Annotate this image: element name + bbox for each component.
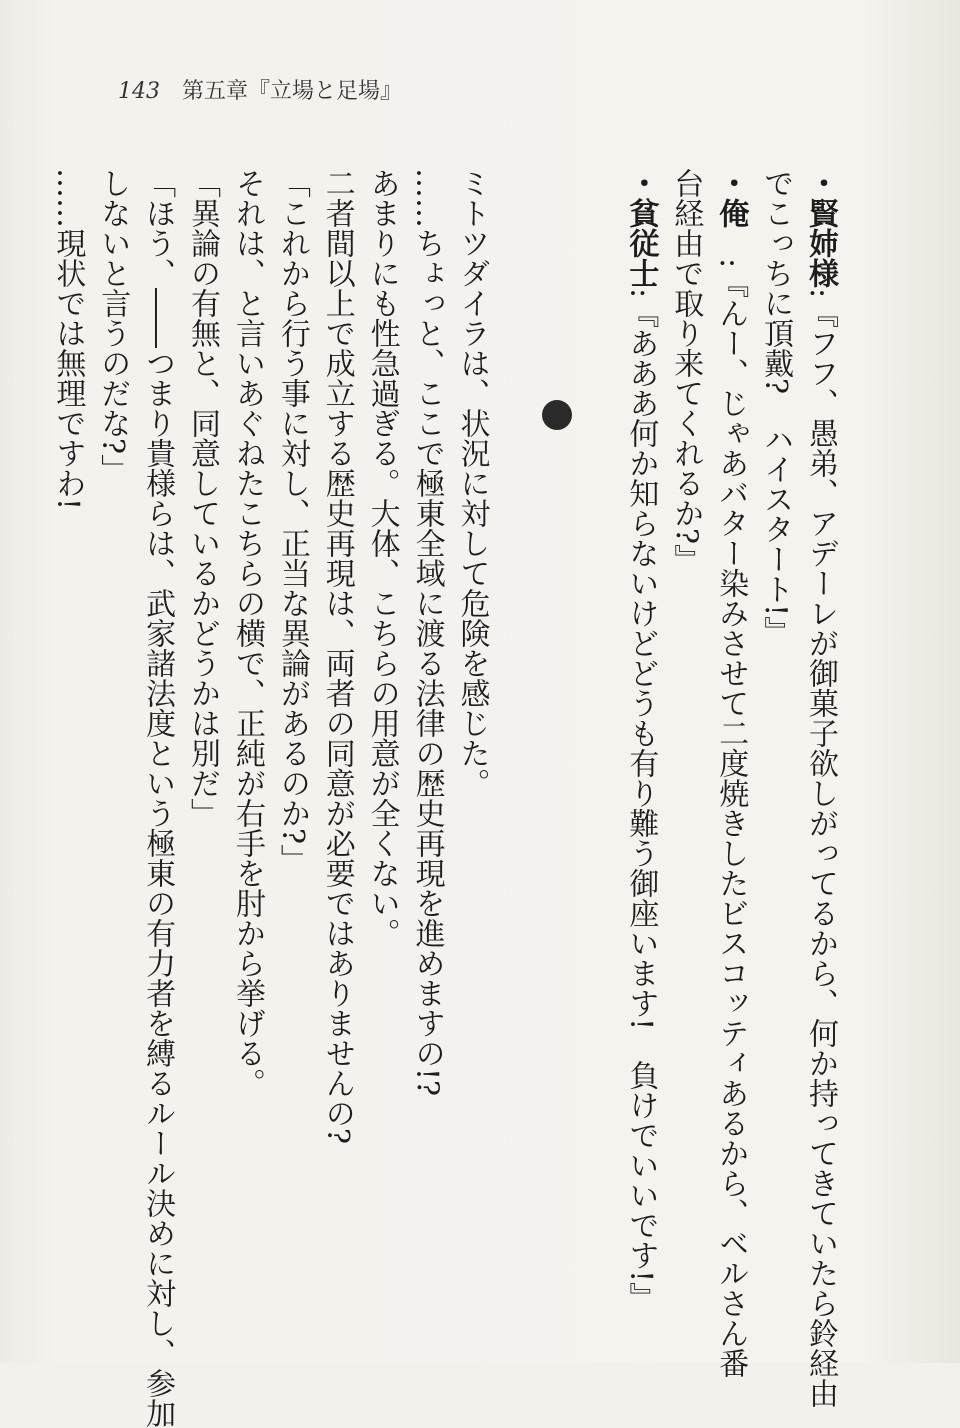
narrative-line: ……現状では無理ですわ! bbox=[50, 168, 86, 511]
chapter-title: 第五章『立場と足場』 bbox=[182, 79, 403, 104]
narrative-line: ミトツダイラは、状況に対して危険を感じた。 bbox=[454, 168, 490, 798]
dialogue-line: 「異論の有無と、同意しているかどうかは別だ」 bbox=[185, 168, 221, 828]
chat-line-2 bbox=[707, 168, 752, 1379]
speaker-name: ・貧従士 bbox=[623, 168, 659, 288]
narrative-line: ……ちょっと、ここで極東全域に渡る法律の歴史再現を進めますの!? bbox=[409, 168, 445, 1097]
dialogue-line-cont: しないと言うのだな?」 bbox=[95, 168, 131, 485]
blank-column bbox=[577, 168, 617, 1280]
chat-text: でこっちに頂戴? ハイスタート!』 bbox=[758, 168, 794, 647]
running-header bbox=[118, 74, 402, 105]
speaker-name: ・俺 bbox=[713, 168, 749, 228]
dialogue-line: 「ほう、――つまり貴様らは、武家諸法度という極東の有力者を縛るルール決めに対し、参加 bbox=[140, 168, 176, 1428]
vertical-text-body bbox=[44, 168, 842, 1428]
chat-line-2-cont bbox=[662, 168, 707, 1280]
chat-text: :『あああ何か知らないけどどうも有り難う御座います! 負けでいいです!』 bbox=[623, 288, 659, 1313]
chat-line-1-cont bbox=[752, 168, 797, 1280]
chat-line-3 bbox=[617, 168, 662, 1313]
narrative-line: それは、と言いあぐねたこちらの横で、正純が右手を肘から挙げる。 bbox=[229, 168, 265, 1098]
scene-break-dot-icon bbox=[542, 400, 572, 430]
speaker-name: ・賢姉様 bbox=[803, 168, 838, 288]
narrative-line: 二者間以上で成立する歴史再現は、両者の同意が必要ではありませんの? bbox=[319, 168, 355, 1145]
chat-text: :『んー、じゃあバター染みさせて二度焼きしたビスコッティあるから、ベルさん番 bbox=[713, 228, 749, 1379]
scene-break bbox=[533, 168, 577, 1280]
chat-text: 台経由で取り来てくれるか?』 bbox=[668, 168, 704, 575]
narrative-line: あまりにも性急過ぎる。大体、こちらの用意が全くない。 bbox=[364, 168, 400, 948]
blank-column bbox=[493, 168, 533, 1280]
page-number: 143 bbox=[118, 79, 160, 104]
chat-text: :『フフ、愚弟、アデーレが御菓子欲しがってるから、何か持ってきていたら鈴経由 bbox=[803, 288, 838, 1409]
dialogue-line: 「これから行う事に対し、正当な異論があるのか?」 bbox=[274, 168, 310, 875]
chat-line-1 bbox=[797, 168, 842, 1409]
